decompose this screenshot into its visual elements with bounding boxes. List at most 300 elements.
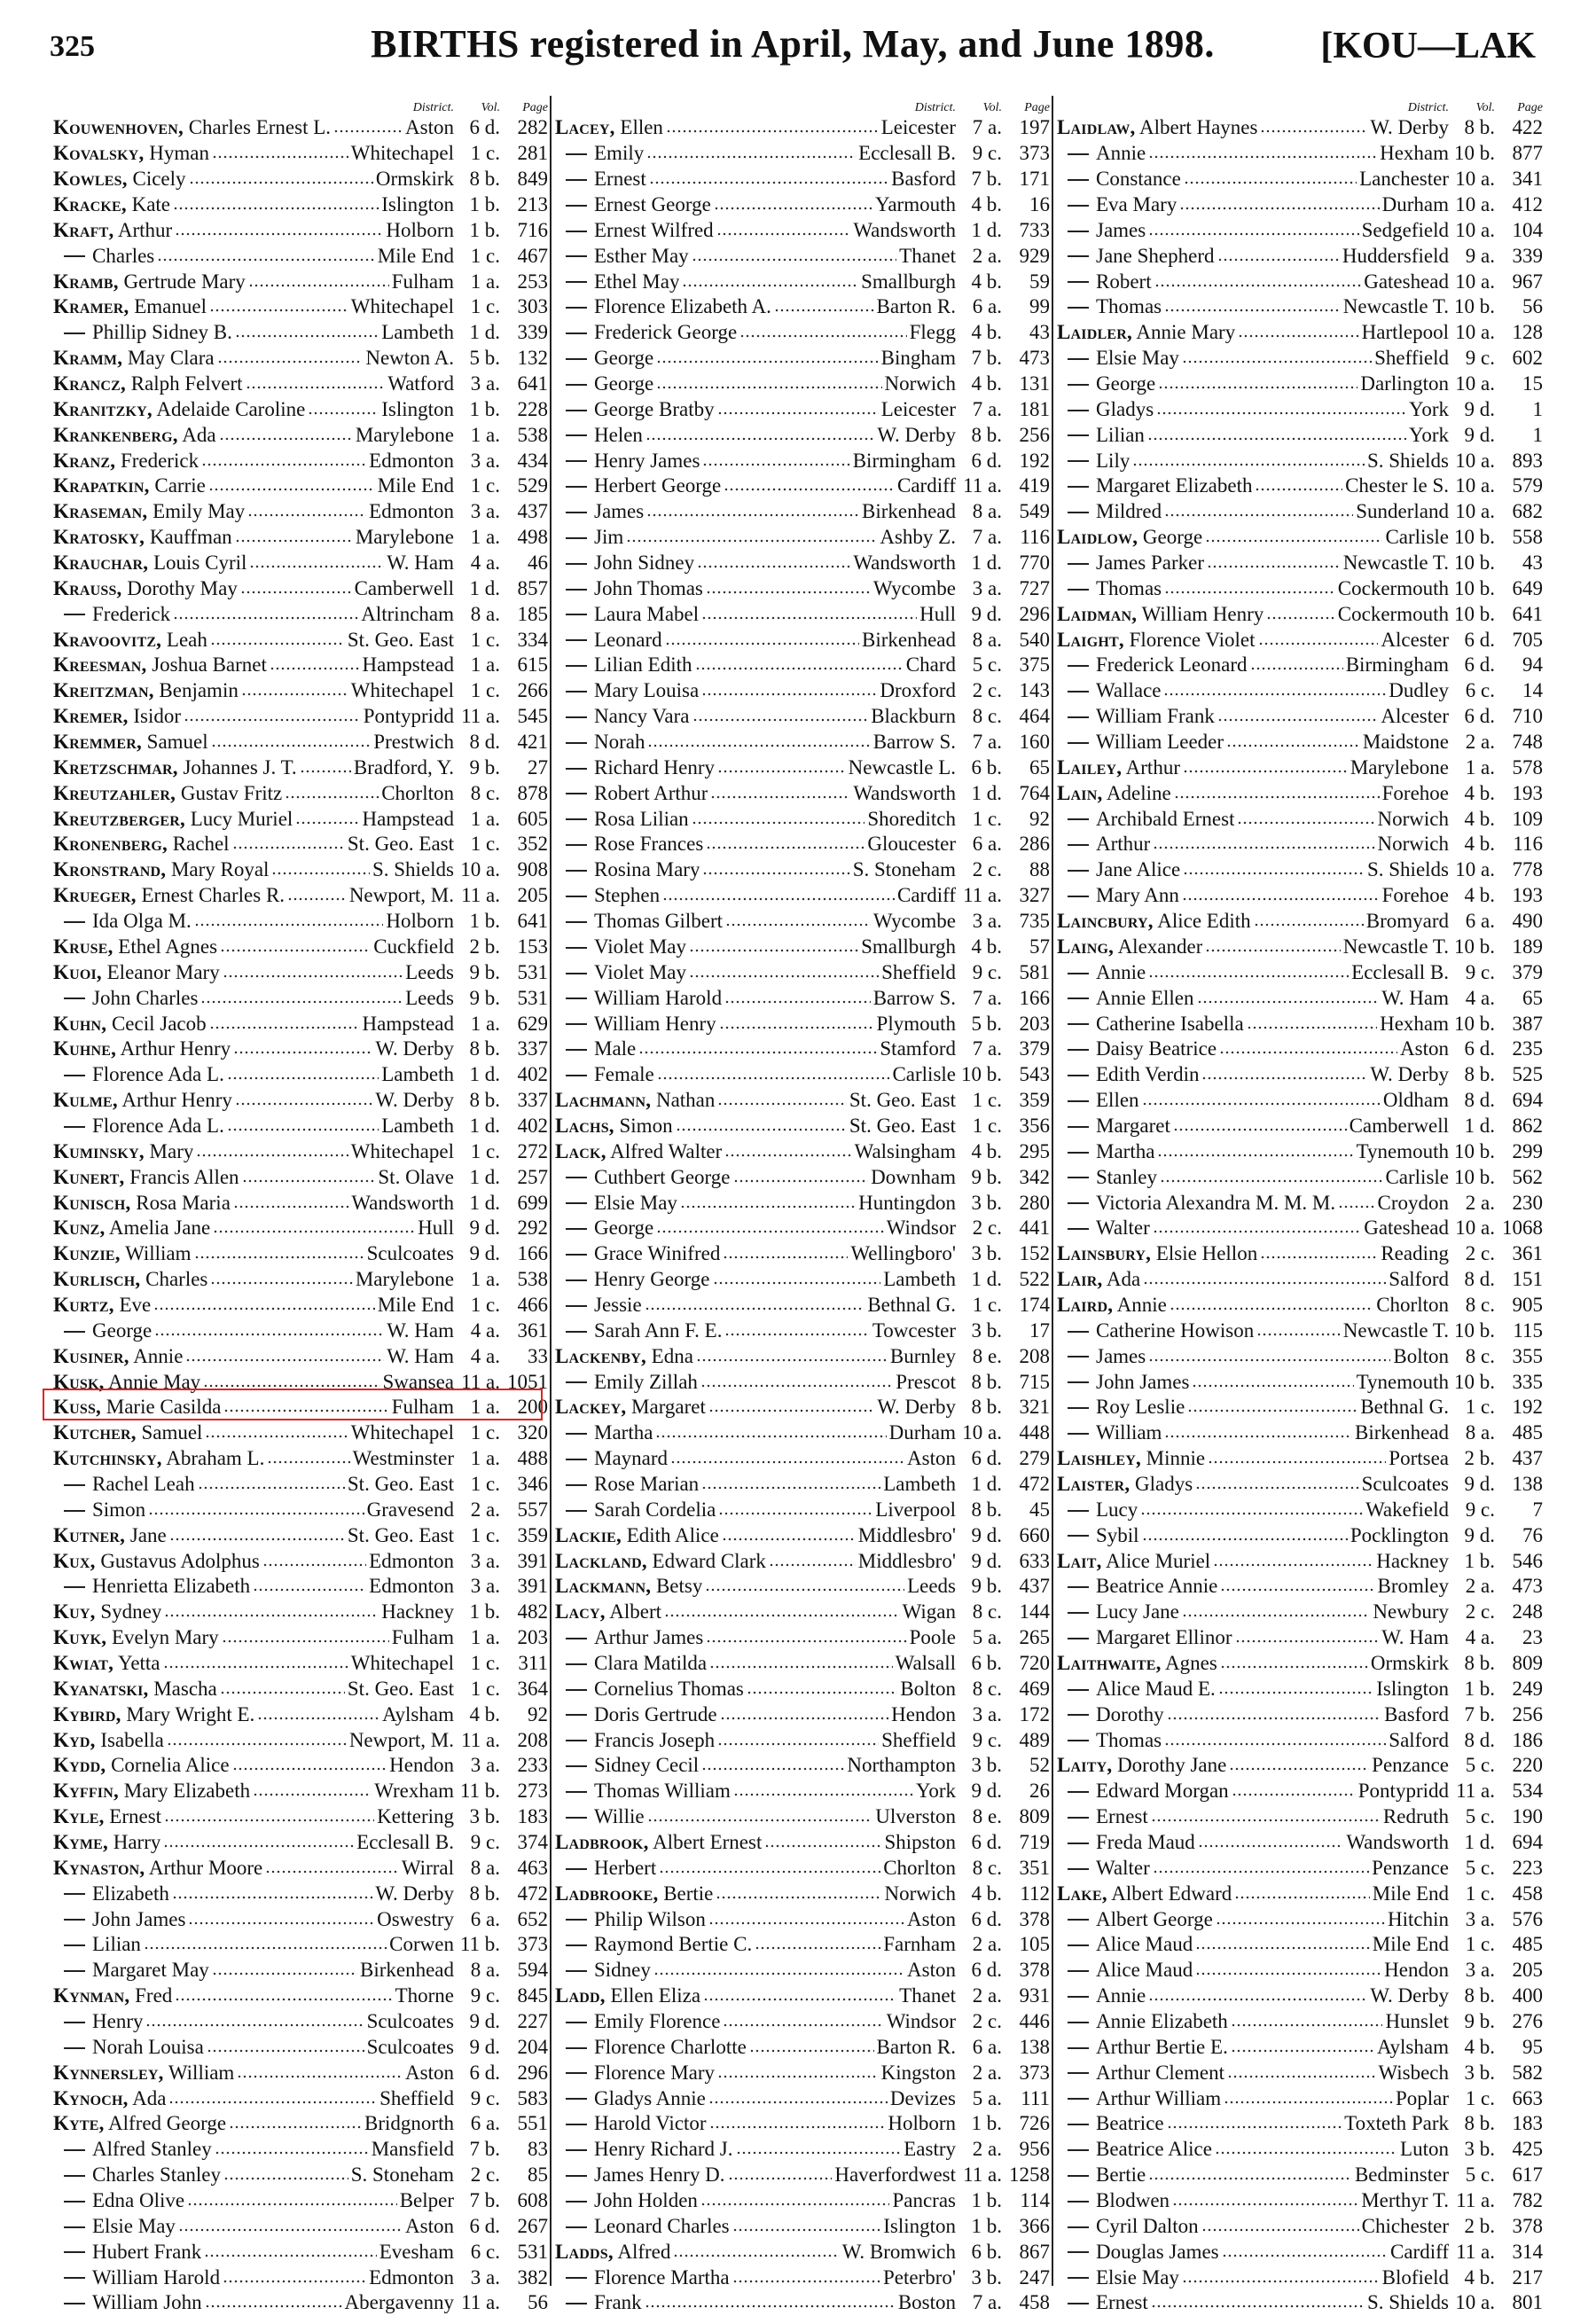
entry-surname: Lair, [1057, 1268, 1103, 1291]
entry-surname: Kyd, [53, 1728, 96, 1751]
index-entry [53, 2290, 548, 2316]
entry-given-names: Mildred [1096, 500, 1162, 523]
index-entry [1057, 1600, 1543, 1625]
entry-surname: Kranitzky, [53, 397, 153, 420]
entry-name [1057, 2214, 1362, 2239]
index-entry [1057, 575, 1543, 601]
entry-name-text [1057, 320, 1235, 345]
entry-given-names: Mary Royal [170, 858, 270, 881]
entry-page: 208 [517, 1728, 548, 1751]
entry-name [1057, 1267, 1389, 1292]
entry-district: Islington [381, 397, 454, 420]
entry-district: Mile End [377, 1293, 454, 1316]
entry-district: St. Geo. East [849, 1089, 956, 1112]
entry-page: 857 [517, 576, 548, 599]
entry-district: Sheffield [1374, 347, 1449, 370]
entry-name [1057, 167, 1359, 192]
index-entry [555, 396, 1050, 422]
entry-volume: 8 c. [1465, 1344, 1495, 1367]
entry-name [53, 449, 369, 473]
ditto-dash [64, 1331, 85, 1333]
entry-given-names: Mary Elizabeth [123, 1780, 251, 1803]
entry-surname: Kurlisch, [53, 1268, 141, 1291]
entry-page: 538 [517, 423, 548, 446]
ditto-dash [566, 1791, 587, 1793]
entry-name [555, 473, 897, 498]
entry-volume: 4 b. [971, 321, 1002, 344]
entry-name-text [1057, 1804, 1148, 1829]
entry-page: 849 [517, 168, 548, 191]
entry-given-names: Thomas [1096, 295, 1162, 318]
entry-name-text [53, 473, 206, 498]
entry-volume: 7 a. [972, 397, 1002, 420]
index-entry [53, 551, 548, 576]
index-entry [53, 294, 548, 320]
entry-district: Thanet [899, 244, 956, 267]
entry-given-names: Gladys [1135, 1472, 1193, 1495]
entry-district: Hunslet [1385, 2010, 1449, 2033]
entry-given-names: Florence Ada L. [92, 1063, 224, 1086]
entry-name [1057, 628, 1381, 653]
entry-name-text [53, 653, 267, 677]
entry-name [1057, 807, 1378, 832]
entry-name [555, 1062, 892, 1087]
entry-name-text [53, 1037, 231, 1061]
entry-name-text [555, 1907, 706, 1932]
entry-surname: Kretzschmar, [53, 755, 178, 779]
entry-district: Cuckfield [373, 935, 454, 958]
index-entry [555, 678, 1050, 704]
entry-given-names: Esther May [594, 244, 689, 267]
entry-given-names: Thomas [1096, 1728, 1162, 1751]
entry-name-text [53, 986, 198, 1011]
entry-district: Bradford, Y. [353, 755, 454, 779]
entry-volume: 7 b. [469, 2189, 500, 2212]
entry-given-names: Blodwen [1096, 2189, 1170, 2212]
entry-given-names: Gustavus Adolphus [100, 1549, 260, 1572]
entry-name-text [555, 499, 644, 524]
entry-name [1057, 2240, 1390, 2265]
entry-district: Forehoe [1381, 781, 1449, 804]
entry-name-text [555, 2061, 715, 2085]
entry-district: Edmonton [369, 2265, 454, 2289]
entry-volume: 4 b. [1464, 833, 1495, 856]
entry-surname: Kyme, [53, 1831, 108, 1853]
entry-name-text [1057, 1600, 1179, 1624]
entry-page: 273 [517, 1780, 548, 1803]
entry-page: 203 [517, 1626, 548, 1649]
entry-page: 132 [517, 347, 548, 370]
entry-district: Redruth [1382, 1805, 1449, 1828]
entry-name [1057, 576, 1338, 601]
entry-name-text [53, 2290, 202, 2315]
entry-name-text [53, 1139, 193, 1164]
entry-name-text [1057, 909, 1251, 934]
ditto-dash [1068, 870, 1089, 872]
entry-page: 85 [528, 2163, 548, 2187]
entry-name-text [1057, 628, 1256, 653]
entry-name-text [555, 397, 715, 422]
entry-page: 525 [1512, 1063, 1543, 1086]
entry-name [1057, 1523, 1350, 1548]
ditto-dash [566, 179, 587, 181]
entry-surname: Kunz, [53, 1217, 106, 1240]
entry-name-text [1057, 167, 1181, 192]
entry-name-text [1057, 2214, 1199, 2239]
ditto-dash [1068, 665, 1089, 667]
entry-name-text [53, 1523, 167, 1548]
entry-surname: Krauss, [53, 576, 122, 599]
entry-name-text [53, 218, 172, 243]
entry-volume: 9 c. [470, 1831, 500, 1853]
entry-page: 956 [1019, 2138, 1050, 2161]
index-entry [53, 653, 548, 678]
entry-name-text [555, 1318, 722, 1343]
entry-name [555, 1395, 877, 1420]
entry-volume: 6 b. [971, 2240, 1002, 2263]
ditto-dash [1068, 410, 1089, 411]
entry-name-text [555, 986, 722, 1011]
entry-volume: 6 c. [1465, 679, 1495, 702]
entry-name [555, 1420, 889, 1445]
entry-district: Aston [1400, 1037, 1449, 1060]
entry-page: 43 [1522, 552, 1543, 575]
ditto-dash [1068, 255, 1089, 257]
entry-volume: 11 a. [461, 705, 500, 728]
index-entry [555, 2111, 1050, 2137]
entry-district: Bridgnorth [364, 2112, 454, 2135]
entry-name [1057, 1932, 1373, 1957]
entry-given-names: Lilian [92, 1933, 141, 1956]
entry-given-names: Eleanor Mary [106, 960, 220, 983]
entry-name-text [555, 602, 699, 627]
entry-name-text [1057, 1165, 1157, 1190]
entry-volume: 6 d. [1464, 1037, 1495, 1060]
entry-given-names: Simon [92, 1498, 146, 1521]
entry-name-text [53, 1395, 221, 1420]
entry-page: 905 [1512, 1293, 1543, 1316]
entry-volume: 1 c. [972, 1293, 1002, 1316]
index-entry [1057, 780, 1543, 806]
entry-name-text [1057, 576, 1162, 601]
entry-district: Newcastle T. [1342, 552, 1449, 575]
entry-volume: 3 a. [470, 372, 500, 395]
entry-district: Oswestry [377, 1907, 454, 1930]
entry-name-text [555, 1216, 653, 1240]
entry-district: Sheffield [881, 1728, 956, 1751]
entry-page: 727 [1019, 576, 1050, 599]
entry-volume: 1 b. [469, 218, 500, 241]
entry-district: Hendon [389, 1754, 454, 1777]
entry-page: 448 [1019, 1421, 1050, 1444]
entry-volume: 1 d. [971, 1472, 1002, 1495]
entry-name-text [1057, 1574, 1217, 1599]
entry-volume: 3 b. [971, 1191, 1002, 1214]
index-entry [53, 217, 548, 243]
column-header-page: Page [522, 101, 548, 114]
entry-page: 366 [1019, 2214, 1050, 2237]
entry-page: 359 [517, 1523, 548, 1546]
entry-district: Islington [1376, 1677, 1449, 1700]
index-columns [53, 96, 1543, 2314]
entry-given-names: James Parker [1096, 552, 1204, 575]
ditto-dash [566, 1919, 587, 1921]
entry-district: Huntingdon [858, 1191, 956, 1214]
entry-name-text [53, 1472, 195, 1497]
ditto-dash [64, 1484, 85, 1486]
ditto-dash [566, 1944, 587, 1946]
index-entry [53, 857, 548, 883]
entry-name-text [53, 346, 215, 371]
entry-surname: Kunisch, [53, 1191, 131, 1214]
entry-district: Bethnal G. [867, 1293, 956, 1316]
entry-page: 558 [1512, 526, 1543, 549]
entry-volume: 11 b. [459, 1780, 500, 1803]
entry-page: 296 [517, 2061, 548, 2084]
entry-given-names: Annie [1096, 142, 1146, 165]
entry-page: 143 [1019, 679, 1050, 702]
column-header-district: District. [412, 101, 454, 114]
entry-given-names: Jim [594, 526, 624, 549]
entry-district: Fulham [391, 270, 454, 293]
entry-page: 247 [1019, 2265, 1050, 2289]
entry-page: 764 [1019, 781, 1050, 804]
entry-name-text [1057, 1549, 1210, 1574]
entry-volume: 10 a. [1455, 218, 1495, 241]
entry-name [555, 1241, 850, 1266]
entry-name-text [1057, 1420, 1162, 1445]
entry-page: 253 [517, 270, 548, 293]
entry-name-text [555, 935, 686, 959]
entry-name-text [555, 832, 703, 857]
entry-name-text [1057, 2009, 1228, 2034]
entry-district: Belper [399, 2189, 454, 2212]
entry-name [555, 807, 867, 832]
entry-volume: 3 a. [972, 910, 1002, 933]
entry-given-names: Kauffman [149, 526, 232, 549]
index-entry [555, 141, 1050, 167]
entry-volume: 4 a. [470, 1344, 500, 1367]
entry-name [1057, 115, 1370, 140]
entry-name-text [555, 551, 694, 575]
entry-volume: 8 b. [971, 1498, 1002, 1521]
index-entry [1057, 1958, 1543, 1983]
entry-page: 192 [1512, 1396, 1543, 1419]
entry-page: 138 [1512, 1472, 1543, 1495]
ditto-dash [566, 384, 587, 386]
entry-volume: 4 b. [971, 270, 1002, 293]
entry-name [555, 1907, 907, 1932]
entry-name-text [555, 1446, 668, 1471]
index-entry [555, 1190, 1050, 1216]
entry-given-names: Ernest [1096, 2291, 1148, 2314]
ditto-dash [566, 1484, 587, 1486]
entry-volume: 2 c. [470, 2163, 500, 2187]
entry-name-text [1057, 1370, 1189, 1395]
entry-page: 378 [1512, 2214, 1543, 2237]
entry-district: Wandsworth [853, 552, 956, 575]
entry-given-names: Arthur Bertie E. [1096, 2035, 1228, 2058]
entry-name [1057, 1753, 1372, 1778]
entry-name-text [555, 1600, 661, 1624]
entry-name-text [53, 244, 154, 269]
entry-district: Kettering [377, 1805, 454, 1828]
ditto-dash [566, 1714, 587, 1716]
entry-surname: Ladd, [555, 1984, 606, 2007]
entry-name [53, 1779, 374, 1804]
ditto-dash [1068, 205, 1089, 207]
ditto-dash [566, 2201, 587, 2203]
entry-surname: Kuy, [53, 1600, 96, 1624]
entry-name [555, 2009, 887, 2034]
entry-name [1057, 270, 1364, 294]
entry-district: Prestwich [373, 731, 454, 754]
entry-given-names: Cyril Dalton [1096, 2214, 1199, 2237]
entry-given-names: Rosina Mary [594, 858, 700, 881]
entry-volume: 2 c. [972, 679, 1002, 702]
entry-given-names: John Charles [92, 986, 199, 1009]
index-entry [555, 1395, 1050, 1420]
entry-name-text [555, 167, 646, 192]
index-entry [555, 959, 1050, 985]
entry-page: 131 [1019, 372, 1050, 395]
entry-name [555, 1318, 872, 1343]
index-entry [1057, 551, 1543, 576]
ditto-dash [566, 870, 587, 872]
index-entry [1057, 1855, 1543, 1881]
entry-given-names: Arthur Clement [1096, 2061, 1224, 2084]
entry-surname: Laidler, [1057, 321, 1132, 344]
entry-volume: 1 c. [470, 474, 500, 497]
entry-name [555, 270, 861, 294]
entry-volume: 1 d. [469, 321, 500, 344]
entry-district: Hackney [381, 1600, 454, 1624]
entry-name [53, 1958, 360, 1983]
entry-page: 402 [517, 1063, 548, 1086]
entry-volume: 9 b. [469, 986, 500, 1009]
entry-name [555, 1446, 907, 1471]
entry-page: 400 [1512, 1984, 1543, 2007]
entry-name-text [555, 909, 723, 934]
entry-page: 205 [1512, 1959, 1543, 1982]
entry-given-names: Florence Ada L. [92, 1114, 224, 1137]
entry-page: 1068 [1502, 1217, 1543, 1240]
entry-given-names: Stephen [594, 884, 661, 907]
entry-given-names: Arthur William [1096, 2086, 1222, 2109]
entry-name [1057, 1804, 1383, 1829]
entry-district: W. Derby [1370, 116, 1449, 139]
entry-name [53, 372, 387, 396]
entry-volume: 8 b. [1464, 116, 1495, 139]
entry-given-names: Mary [149, 1139, 194, 1162]
entry-given-names: Freda Maud [1096, 1831, 1195, 1853]
ditto-dash [566, 537, 587, 539]
entry-name-text [555, 1625, 703, 1650]
entry-district: Whitechapel [350, 1651, 454, 1674]
entry-page: 83 [528, 2138, 548, 2161]
entry-volume: 8 b. [1464, 1984, 1495, 2007]
entry-page: 490 [1512, 910, 1543, 933]
entry-page: 359 [1019, 1089, 1050, 1112]
entry-name [53, 397, 381, 422]
entry-volume: 8 c. [972, 1677, 1002, 1700]
entry-name-text [1057, 218, 1146, 243]
entry-name-text [1057, 1062, 1199, 1087]
index-entry [53, 1395, 548, 1420]
entry-name-text [555, 1114, 673, 1138]
index-entry [1057, 1906, 1543, 1932]
entry-name-text [555, 1267, 710, 1292]
entry-name-text [53, 1241, 192, 1266]
ditto-dash [566, 998, 587, 999]
entry-district: Swansea [382, 1370, 454, 1393]
entry-surname: Krancz, [53, 372, 126, 395]
entry-given-names: Marie Casilda [106, 1396, 222, 1419]
entry-given-names: Elsie Hellon [1155, 1242, 1258, 1265]
index-entry [555, 1574, 1050, 1600]
entry-surname: Kutchinsky, [53, 1447, 162, 1470]
entry-volume: 6 d. [469, 116, 500, 139]
entry-page: 531 [517, 986, 548, 1009]
entry-given-names: Edward Morgan [1096, 1780, 1229, 1803]
entry-name [555, 704, 871, 729]
index-entry [1057, 1727, 1543, 1753]
entry-volume: 3 b. [971, 2265, 1002, 2289]
ditto-dash [566, 1868, 587, 1870]
entry-surname: Kruse, [53, 935, 113, 958]
page-header [50, 20, 1536, 82]
entry-name [53, 1983, 395, 2008]
index-entry [53, 1958, 548, 1983]
entry-page: 193 [1512, 884, 1543, 907]
entry-district: Pancras [892, 2189, 956, 2212]
entry-volume: 7 b. [971, 347, 1002, 370]
entry-page: 546 [1512, 1549, 1543, 1572]
entry-page: 375 [1019, 653, 1050, 677]
entry-given-names: Adelaide Caroline [156, 397, 306, 420]
entry-volume: 8 c. [1465, 1293, 1495, 1316]
index-entry [53, 704, 548, 730]
entry-district: Kingston [880, 2061, 956, 2084]
entry-district: W. Bromwich [841, 2240, 956, 2263]
index-entry [555, 1241, 1050, 1267]
index-entry [555, 2265, 1050, 2290]
entry-given-names: Nathan [655, 1089, 716, 1112]
entry-district: York [1409, 397, 1449, 420]
entry-district: Middlesbro' [857, 1549, 956, 1572]
ditto-dash [1068, 716, 1089, 718]
entry-given-names: Francis Allen [129, 1165, 239, 1188]
entry-name [1057, 832, 1378, 857]
entry-page: 421 [517, 731, 548, 754]
entry-volume: 9 c. [1465, 1498, 1495, 1521]
entry-given-names: Henry Richard J. [594, 2138, 733, 2161]
entry-page: 458 [1019, 2291, 1050, 2314]
entry-name-text [555, 960, 686, 985]
entry-name-text [53, 1779, 250, 1804]
ditto-dash [566, 1331, 587, 1333]
entry-name-text [555, 1088, 715, 1113]
entry-given-names: Arthur Moore [148, 1856, 263, 1879]
entry-page: 314 [1512, 2240, 1543, 2263]
entry-district: Islington [381, 193, 454, 215]
entry-district: Bromyard [1365, 910, 1449, 933]
index-entry [1057, 448, 1543, 473]
entry-given-names: Henrietta Elizabeth [92, 1575, 251, 1598]
entry-name [555, 1165, 871, 1190]
entry-name-text [555, 449, 700, 473]
entry-volume: 3 a. [470, 1575, 500, 1598]
